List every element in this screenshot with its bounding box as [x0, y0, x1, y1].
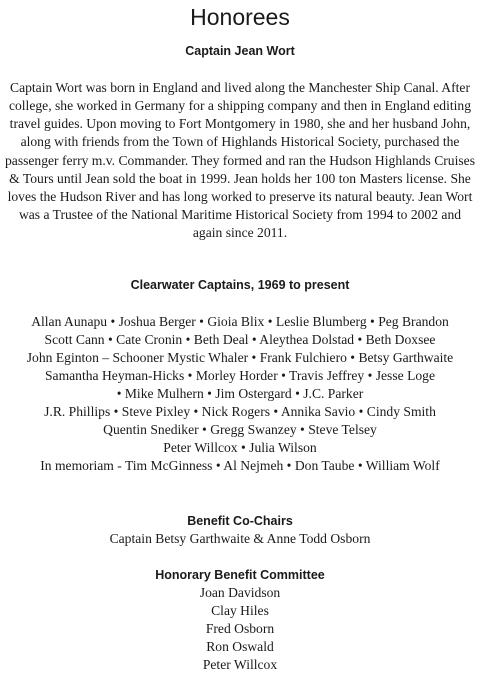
captains-line: J.R. Phillips • Steve Pixley • Nick Rogers • Annika Savio • Cindy Smith — [44, 404, 436, 419]
committee-member: Clay Hiles — [211, 603, 269, 618]
captains-line: John Eginton – Schooner Mystic Whaler • Frank Fulchiero • Betsy Garthwaite — [26, 350, 454, 365]
captains-line: Allan Aunapu • Joshua Berger • Gioia Blix • Leslie Blumberg • Peg Brandon — [31, 314, 449, 329]
captains-line: Samantha Heyman-Hicks • Morley Horder • Travis Jeffrey • Jesse Loge — [44, 368, 436, 383]
committee-heading: Honorary Benefit Committee — [155, 568, 325, 582]
captains-line: Quentin Snediker • Gregg Swanzey • Steve Telsey — [103, 422, 377, 437]
committee-member: Peter Willcox — [202, 657, 278, 672]
captains-line: Peter Willcox • Julia Wilson — [163, 440, 317, 455]
honoree-bio: Captain Wort was born in England and lived along the Manchester Ship Canal. After college, she worked in Germany for a shipping company and then in England editing travel guides. Upon moving to Fort Montgomery in 1980, she and her husband John, along with friends from the Town of Highlands Historical Society, purchased the passenger ferry m.v. Commander. They formed and ran the Hudson Highlands Cruises & Tours until Jean sold the boat in 1999. Jean holds her 100 ton Masters license. She loves the Hudson River and has long worked to preserve its natural beauty. Jean Wort was a Trustee of the National Maritime Historical Society from 1994 to 2002 and again since 2011. — [4, 80, 475, 241]
captains-heading: Clearwater Captains, 1969 to present — [130, 278, 350, 292]
captains-list — [0, 313, 480, 475]
cochairs-heading: Benefit Co-Chairs — [187, 514, 293, 528]
page-title: Honorees — [190, 4, 290, 30]
committee-member: Joan Davidson — [199, 585, 281, 600]
committee-member: Ron Oswald — [206, 639, 274, 654]
captains-line: Scott Cann • Cate Cronin • Beth Deal • Aleythea Dolstad • Beth Doxsee — [44, 332, 436, 347]
cochairs-names: Captain Betsy Garthwaite & Anne Todd Osborn — [109, 531, 371, 546]
captains-line: • Mike Mulhern • Jim Ostergard • J.C. Parker — [116, 386, 364, 401]
committee-list — [0, 584, 480, 674]
committee-member: Fred Osborn — [205, 621, 275, 636]
honoree-name: Captain Jean Wort — [185, 44, 295, 58]
in-memoriam-line: In memoriam - Tim McGinness • Al Nejmeh • Don Taube • William Wolf — [40, 458, 440, 473]
